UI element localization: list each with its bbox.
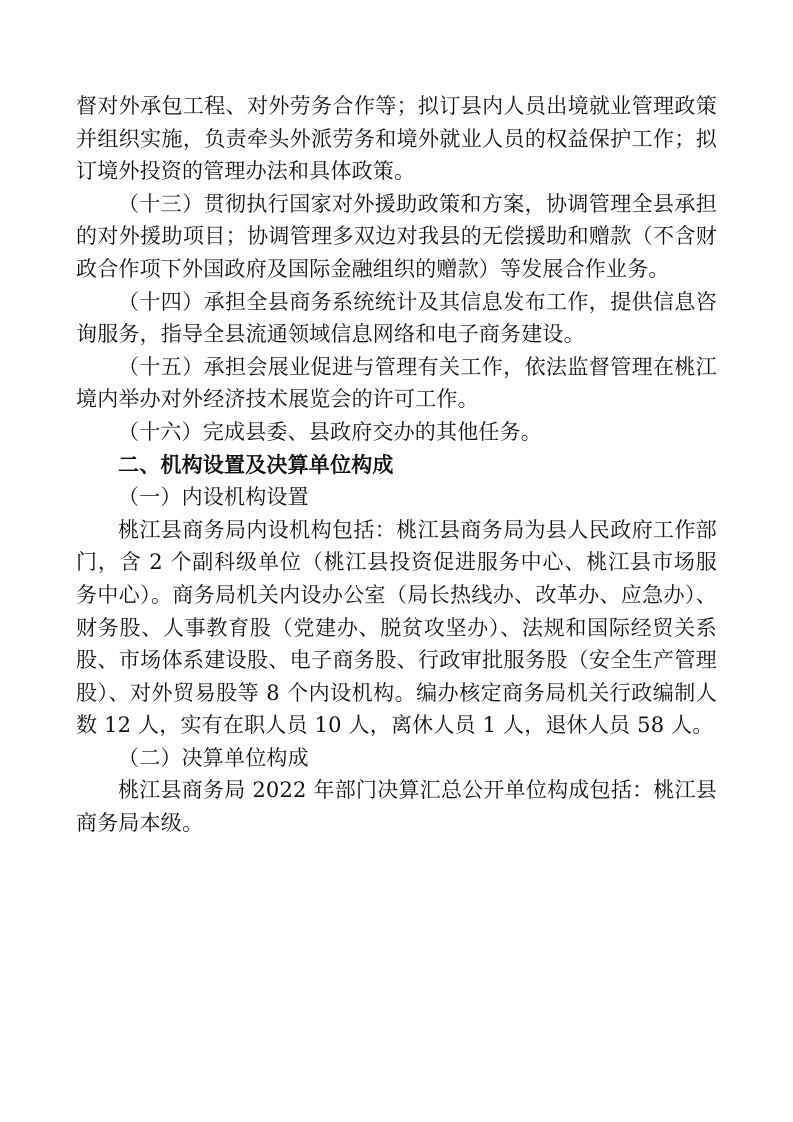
paragraph-item-16: （十六）完成县委、县政府交办的其他任务。	[118, 419, 542, 444]
paragraph-continuation: 督对外承包工程、对外劳务合作等；拟订县内人员出境就业管理政策并组织实施，负责牵头外派劳务和境外就业人员的权益保护工作；拟订境外投资的管理办法和具体政策。	[76, 94, 717, 184]
paragraph-item-13: （十三）贯彻执行国家对外援助政策和方案，协调管理全县承担的对外援助项目；协调管理多双边对我县的无偿援助和赠款（不含财政合作项下外国政府及国际金融组织的赠款）等发展合作业务。	[76, 191, 717, 281]
paragraph-item-14: （十四）承担全县商务系统统计及其信息发布工作，提供信息咨询服务，指导全县流通领域信息网络和电子商务建设。	[76, 289, 717, 347]
paragraph-item-15: （十五）承担会展业促进与管理有关工作，依法监督管理在桃江境内举办对外经济技术展览会的许可工作。	[76, 354, 717, 412]
subheading-internal-structure: （一）内设机构设置	[118, 485, 309, 510]
section-heading: 二、机构设置及决算单位构成	[118, 452, 394, 477]
subheading-accounting-units: （二）决算单位构成	[118, 745, 309, 770]
document-body	[76, 90, 717, 840]
paragraph-accounting-units: 桃江县商务局 2022 年部门决算汇总公开单位构成包括：桃江县商务局本级。	[76, 778, 717, 836]
paragraph-internal-structure: 桃江县商务局内设机构包括：桃江县商务局为县人民政府工作部门，含 2 个副科级单位（桃江县投资促进服务中心、桃江县市场服务中心）。商务局机关内设办公室（局长热线办、改革办、应急办）、财务股、人事教育股（党建办、脱贫攻坚办）、法规和国际经贸关系股、市场体系建设股、电子商务股、行政审批服务股（安全生产管理股）、对外贸易股等 8 个内设机构。编办核定商务局机关行政编制人数 12 人，实有在职人员 10 人，离休人员 1 人，退休人员 58 人。	[76, 517, 717, 738]
